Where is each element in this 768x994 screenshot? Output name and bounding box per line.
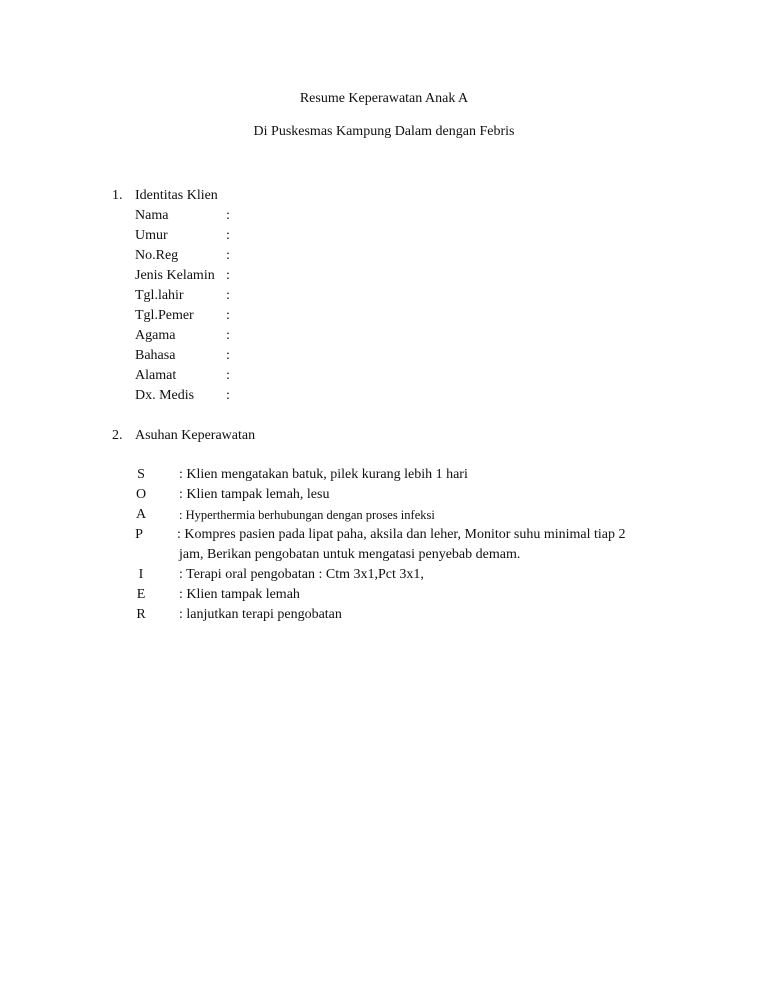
soap-text-evaluation: : Klien tampak lemah bbox=[179, 587, 300, 602]
document-title: Resume Keperawatan Anak A bbox=[299, 91, 469, 106]
field-colon: : bbox=[226, 308, 230, 323]
soap-text-intervention: : Terapi oral pengobatan : Ctm 3x1,Pct 3x1, bbox=[179, 567, 424, 582]
soap-letter-e: E bbox=[136, 587, 146, 602]
soap-letter-p: P bbox=[135, 527, 143, 542]
field-colon: : bbox=[226, 248, 230, 263]
field-colon: : bbox=[226, 388, 230, 403]
field-label-noreg: No.Reg bbox=[135, 248, 179, 263]
soap-letter-o: O bbox=[135, 487, 147, 502]
field-colon: : bbox=[226, 208, 230, 223]
soap-letter-i: I bbox=[138, 567, 144, 582]
field-colon: : bbox=[226, 328, 230, 343]
field-label-jenis-kelamin: Jenis Kelamin bbox=[135, 268, 215, 283]
section-2-title: Asuhan Keperawatan bbox=[135, 428, 256, 443]
soap-text-subjective: : Klien mengatakan batuk, pilek kurang lebih 1 hari bbox=[179, 467, 468, 482]
soap-text-plan-continuation: jam, Berikan pengobatan untuk mengatasi penyebab demam. bbox=[179, 547, 521, 562]
soap-text-assessment: : Hyperthermia berhubungan dengan proses infeksi bbox=[179, 508, 435, 522]
soap-letter-r: R bbox=[136, 607, 146, 622]
soap-text-reassessment: : lanjutkan terapi pengobatan bbox=[179, 607, 342, 622]
soap-text-objective: : Klien tampak lemah, lesu bbox=[179, 487, 330, 502]
field-label-dx-medis: Dx. Medis bbox=[135, 388, 195, 403]
document-subtitle: Di Puskesmas Kampung Dalam dengan Febris bbox=[253, 124, 515, 139]
field-colon: : bbox=[226, 268, 230, 283]
soap-letter-s: S bbox=[137, 467, 145, 482]
section-2-number: 2. bbox=[112, 428, 123, 443]
section-1-number: 1. bbox=[112, 188, 123, 203]
field-colon: : bbox=[226, 228, 230, 243]
field-colon: : bbox=[226, 368, 230, 383]
section-1-title: Identitas Klien bbox=[135, 188, 218, 203]
field-colon: : bbox=[226, 288, 230, 303]
field-label-tgl-pemer: Tgl.Pemer bbox=[135, 308, 194, 323]
field-label-nama: Nama bbox=[135, 208, 169, 223]
field-label-bahasa: Bahasa bbox=[135, 348, 176, 363]
field-label-tgl-lahir: Tgl.lahir bbox=[135, 288, 184, 303]
soap-text-plan: : Kompres pasien pada lipat paha, aksila dan leher, Monitor suhu minimal tiap 2 bbox=[177, 527, 626, 542]
field-label-alamat: Alamat bbox=[135, 368, 177, 383]
field-label-agama: Agama bbox=[135, 328, 176, 343]
field-label-umur: Umur bbox=[135, 228, 168, 243]
soap-letter-a: A bbox=[135, 507, 147, 522]
field-colon: : bbox=[226, 348, 230, 363]
